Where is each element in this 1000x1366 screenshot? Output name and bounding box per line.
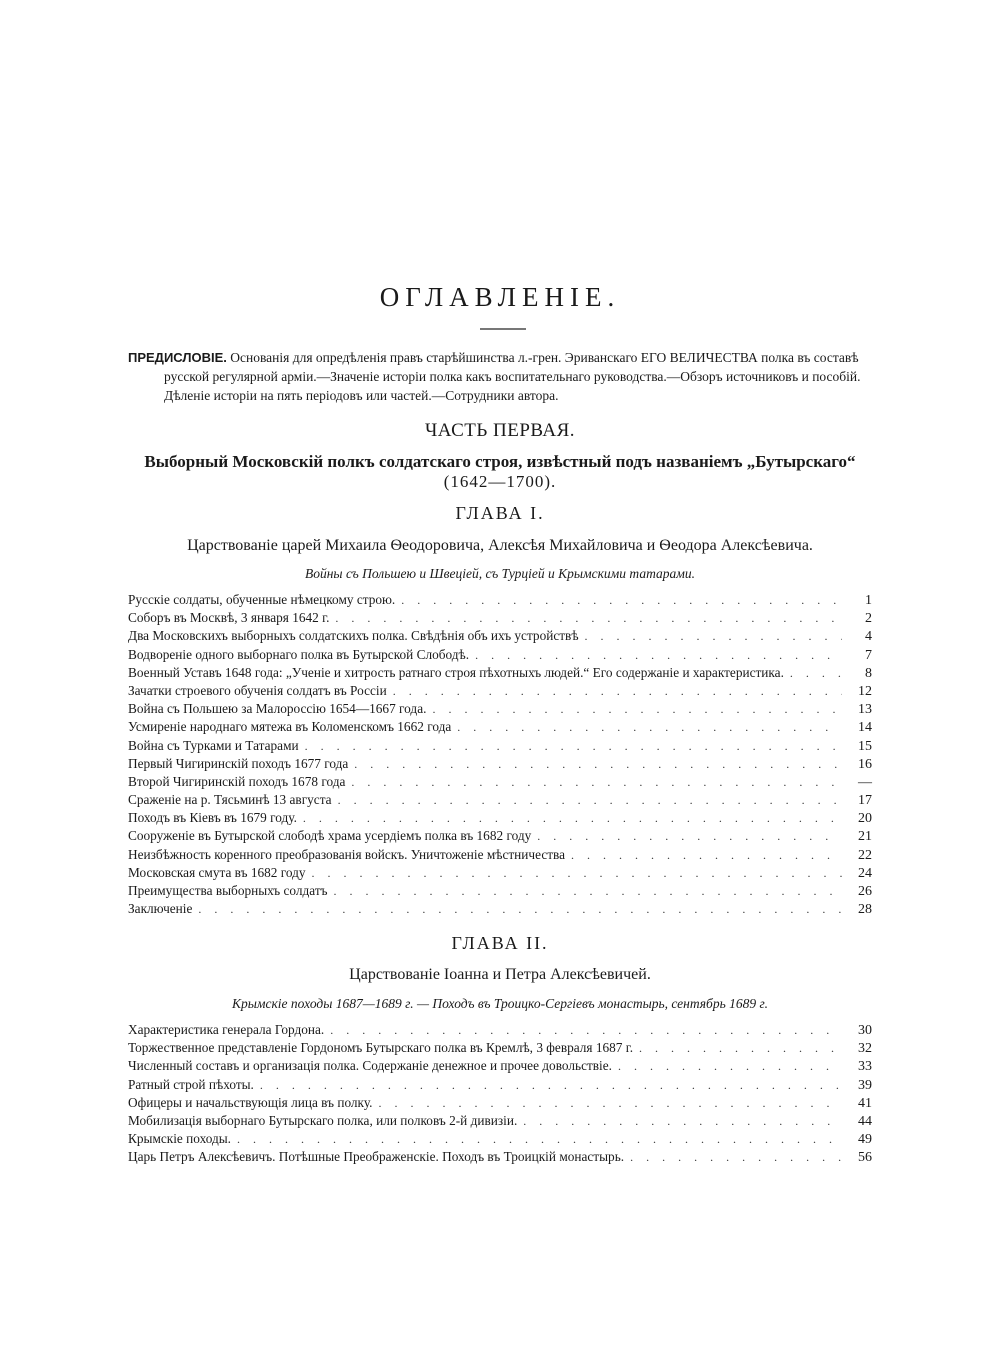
toc-entry-page: 17 — [858, 793, 872, 809]
toc-entry — [128, 719, 872, 737]
toc-entry-text: Усмиреніе народнаго мятежа въ Коломенскомъ 1662 года — [128, 719, 452, 735]
toc-entry-text: Заключеніе — [128, 901, 193, 917]
dot-leader — [351, 775, 842, 790]
toc-entry — [128, 1149, 872, 1167]
toc-entry-page: 49 — [858, 1132, 872, 1148]
toc-entry-page: 28 — [858, 902, 872, 918]
toc-entry-text: Численный составъ и организація полка. Содержаніе денежное и прочее довольствіе. — [128, 1058, 612, 1074]
dot-leader — [475, 648, 842, 663]
preface — [128, 348, 870, 405]
toc-entry — [128, 865, 872, 883]
dot-leader — [305, 739, 842, 754]
dot-leader — [571, 848, 842, 863]
toc-entry-page: 21 — [858, 829, 872, 845]
dot-leader — [585, 629, 842, 644]
toc-entry-text: Мобилизація выборнаго Бутырскаго полка, или полковъ 2-й дивизіи. — [128, 1112, 518, 1128]
preface-line-1 — [128, 348, 870, 367]
preface-line-2: русской регулярной арміи.—Значеніе исторіи полка какъ воспитательнаго руководства.—Обзоръ источниковъ и пособій. — [164, 369, 861, 384]
dot-leader — [432, 702, 842, 717]
toc-entry-text: Офицеры и начальствующія лица въ полку. — [128, 1094, 373, 1110]
dot-leader — [338, 793, 842, 808]
chapter-2-note: Крымскіе походы 1687—1689 г. — Походъ въ Троицко-Сергіевъ монастырь, сентябрь 1689 г. — [232, 996, 768, 1011]
toc-entry-page: 26 — [858, 884, 872, 899]
chapter-2-toc — [128, 1022, 872, 1168]
part-subtitle: Выборный Московскій полкъ солдатскаго строя, извѣстный подъ названіемъ „Бутырскаго“ — [144, 452, 856, 471]
toc-entry — [128, 647, 872, 665]
toc-entry — [128, 1058, 872, 1076]
toc-entry-text: Ратный строй пѣхоты. — [128, 1076, 254, 1092]
dot-leader — [378, 1096, 842, 1111]
dot-leader — [401, 593, 842, 608]
toc-entry — [128, 1040, 872, 1058]
toc-entry-page: 16 — [858, 756, 872, 772]
toc-entry — [128, 738, 872, 756]
toc-entry — [128, 1077, 872, 1095]
toc-entry — [128, 1022, 872, 1040]
dot-leader — [639, 1041, 842, 1056]
toc-entry-text: Соборъ въ Москвѣ, 3 января 1642 г. — [128, 610, 330, 626]
toc-entry-text: Два Московскихъ выборныхъ солдатскихъ полка. Свѣдѣнія объ ихъ устройствѣ — [128, 628, 579, 644]
dot-leader — [312, 866, 842, 881]
toc-entry-text: Второй Чигиринскій походъ 1678 года — [128, 773, 346, 789]
toc-entry — [128, 592, 872, 610]
preface-text-1: Основанія для опредѣленія правъ старѣйшинства л.-грен. Эриванскаго ЕГО ВЕЛИЧЕСТВА полка въ составѣ — [230, 350, 859, 365]
toc-entry-text: Преимущества выборныхъ солдатъ — [128, 883, 328, 898]
toc-entry-text: Царь Петръ Алексѣевичъ. Потѣшные Преображенскіе. Походъ въ Троицкій монастырь. — [128, 1149, 625, 1165]
part-years: (1642—1700). — [443, 472, 557, 491]
toc-entry — [128, 1131, 872, 1149]
toc-entry — [128, 683, 872, 701]
title-rule — [480, 328, 526, 330]
toc-entry-page: 44 — [858, 1113, 872, 1129]
dot-leader — [335, 611, 842, 626]
toc-entry-text: Московская смута въ 1682 году — [128, 864, 306, 880]
toc-entry-text: Торжественное представленіе Гордономъ Бутырскаго полка въ Кремлѣ, 3 февраля 1687 г. — [128, 1040, 634, 1056]
toc-entry — [128, 610, 872, 628]
preface-line-3: Дѣленіе исторіи на пять періодовъ или частей.—Сотрудники автора. — [164, 388, 559, 403]
toc-entry — [128, 1113, 872, 1131]
toc-entry — [128, 792, 872, 810]
dot-leader — [260, 1078, 842, 1093]
toc-entry-page: 4 — [865, 629, 872, 645]
toc-entry-text: Военный Уставъ 1648 года: „Ученіе и хитрость ратнаго строя пѣхотныхъ людей.“ Его содержаніе и характеристика. — [128, 664, 784, 680]
toc-entry-page: 7 — [865, 647, 872, 663]
preface-label: ПРЕДИСЛОВІЕ. — [128, 350, 227, 365]
chapter-2-title: ГЛАВА II. — [451, 933, 549, 953]
toc-entry-page: — — [858, 774, 872, 790]
chapter-1-note: Войны съ Польшею и Швеціей, съ Турціей и Крымскими татарами. — [304, 566, 695, 581]
toc-entry-page: 8 — [865, 665, 872, 681]
toc-entry — [128, 847, 872, 865]
toc-entry-text: Война съ Польшею за Малороссію 1654—1667 года. — [128, 701, 427, 717]
toc-entry — [128, 756, 872, 774]
dot-leader — [330, 1023, 842, 1038]
toc-entry-page: 24 — [858, 865, 872, 881]
toc-entry — [128, 665, 872, 683]
toc-entry-page: 39 — [858, 1077, 872, 1093]
toc-entry-text: Русскіе солдаты, обученные нѣмецкому строю. — [128, 592, 396, 607]
chapter-2-subtitle: Царствованіе Іоанна и Петра Алексѣевичей. — [349, 966, 651, 983]
toc-entry — [128, 701, 872, 719]
toc-entry-text: Первый Чигиринскій походъ 1677 года — [128, 755, 349, 771]
chapter-1-title: ГЛАВА I. — [455, 503, 545, 523]
chapter-1-toc — [128, 592, 872, 919]
dot-leader — [393, 684, 842, 699]
dot-leader — [354, 757, 842, 772]
toc-entry-page: 30 — [858, 1023, 872, 1038]
toc-entry-page: 56 — [858, 1150, 872, 1166]
toc-entry — [128, 810, 872, 828]
toc-entry — [128, 828, 872, 846]
toc-entry-page: 1 — [865, 593, 872, 608]
dot-leader — [303, 811, 842, 826]
dot-leader — [523, 1114, 842, 1129]
dot-leader — [630, 1150, 842, 1165]
toc-entry-text: Походъ въ Кіевъ въ 1679 году. — [128, 810, 297, 826]
toc-entry-page: 14 — [858, 720, 872, 736]
toc-entry — [128, 1095, 872, 1113]
toc-entry — [128, 628, 872, 646]
toc-entry — [128, 883, 872, 901]
dot-leader — [790, 666, 842, 681]
toc-entry-text: Неизбѣжность коренного преобразованія войскъ. Уничтоженіе мѣстничества — [128, 846, 566, 862]
toc-entry — [128, 774, 872, 792]
dot-leader — [198, 902, 842, 917]
toc-entry-page: 22 — [858, 847, 872, 863]
toc-entry-text: Крымскіе походы. — [128, 1131, 232, 1147]
toc-entry-page: 13 — [858, 702, 872, 718]
dot-leader — [618, 1059, 842, 1074]
toc-entry-page: 2 — [865, 611, 872, 627]
dot-leader — [457, 720, 842, 735]
toc-entry — [128, 901, 872, 919]
toc-entry-text: Война съ Турками и Татарами — [128, 737, 299, 753]
toc-entry-text: Зачатки строевого обученія солдатъ въ Россіи — [128, 682, 387, 698]
toc-entry-text: Водвореніе одного выборнаго полка въ Бутырской Слободѣ. — [128, 646, 470, 662]
toc-entry-page: 12 — [858, 683, 872, 699]
toc-entry-page: 32 — [858, 1041, 872, 1057]
chapter-1-subtitle: Царствованіе царей Михаила Ѳеодоровича, Алексѣя Михайловича и Ѳеодора Алексѣевича. — [187, 537, 813, 554]
toc-entry-text: Сраженіе на р. Тясьминѣ 13 августа — [128, 792, 332, 808]
toc-entry-page: 41 — [858, 1095, 872, 1111]
toc-entry-page: 20 — [858, 811, 872, 827]
toc-entry-text: Характеристика генерала Гордона. — [128, 1022, 325, 1037]
toc-entry-page: 33 — [858, 1059, 872, 1075]
toc-entry-text: Сооруженіе въ Бутырской слободѣ храма усердіемъ полка въ 1682 году — [128, 828, 532, 844]
page-title: ОГЛАВЛЕНІЕ. — [379, 282, 621, 312]
toc-entry-page: 15 — [858, 738, 872, 754]
dot-leader — [334, 884, 842, 899]
dot-leader — [237, 1132, 842, 1147]
part-title: ЧАСТЬ ПЕРВАЯ. — [424, 420, 576, 441]
dot-leader — [537, 829, 842, 844]
